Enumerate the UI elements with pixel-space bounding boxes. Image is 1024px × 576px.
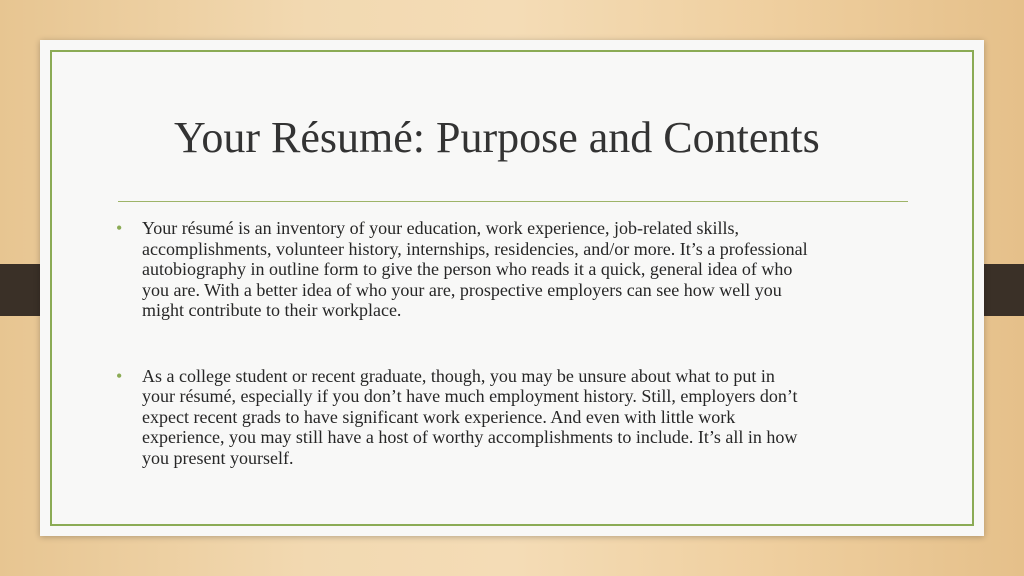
bullet-item <box>116 366 916 469</box>
slide-title: Your Résumé: Purpose and Contents <box>174 113 820 162</box>
bullet-list <box>116 218 916 468</box>
bullet-text-line: experience, you may still have a host of worthy accomplishments to include. It’s all in how <box>142 427 798 447</box>
bullet-item <box>116 218 916 321</box>
bullet-text-line: autobiography in outline form to give the person who reads it a quick, general idea of who <box>142 259 793 279</box>
bullet-text-line: you present yourself. <box>142 447 294 468</box>
bullet-text-line: your résumé, especially if you don’t have much employment history. Still, employers don’t <box>142 386 798 406</box>
slide-card <box>40 40 984 536</box>
bullet-text-line: might contribute to their workplace. <box>142 300 402 320</box>
bullet-dot-icon: • <box>116 218 123 238</box>
bullet-text-line: Your résumé is an inventory of your education, work experience, job-related skills, <box>142 218 740 238</box>
title-divider <box>118 201 908 202</box>
bullet-dot-icon: • <box>116 365 123 386</box>
bullet-text-line: accomplishments, volunteer history, internships, residencies, and/or more. It’s a professional <box>142 238 808 259</box>
bullet-text-line: you are. With a better idea of who your are, prospective employers can see how well you <box>142 279 782 300</box>
bullet-text-line: expect recent grads to have significant work experience. And even with little work <box>142 406 736 427</box>
bullet-text-line: As a college student or recent graduate, though, you may be unsure about what to put in <box>142 365 775 386</box>
